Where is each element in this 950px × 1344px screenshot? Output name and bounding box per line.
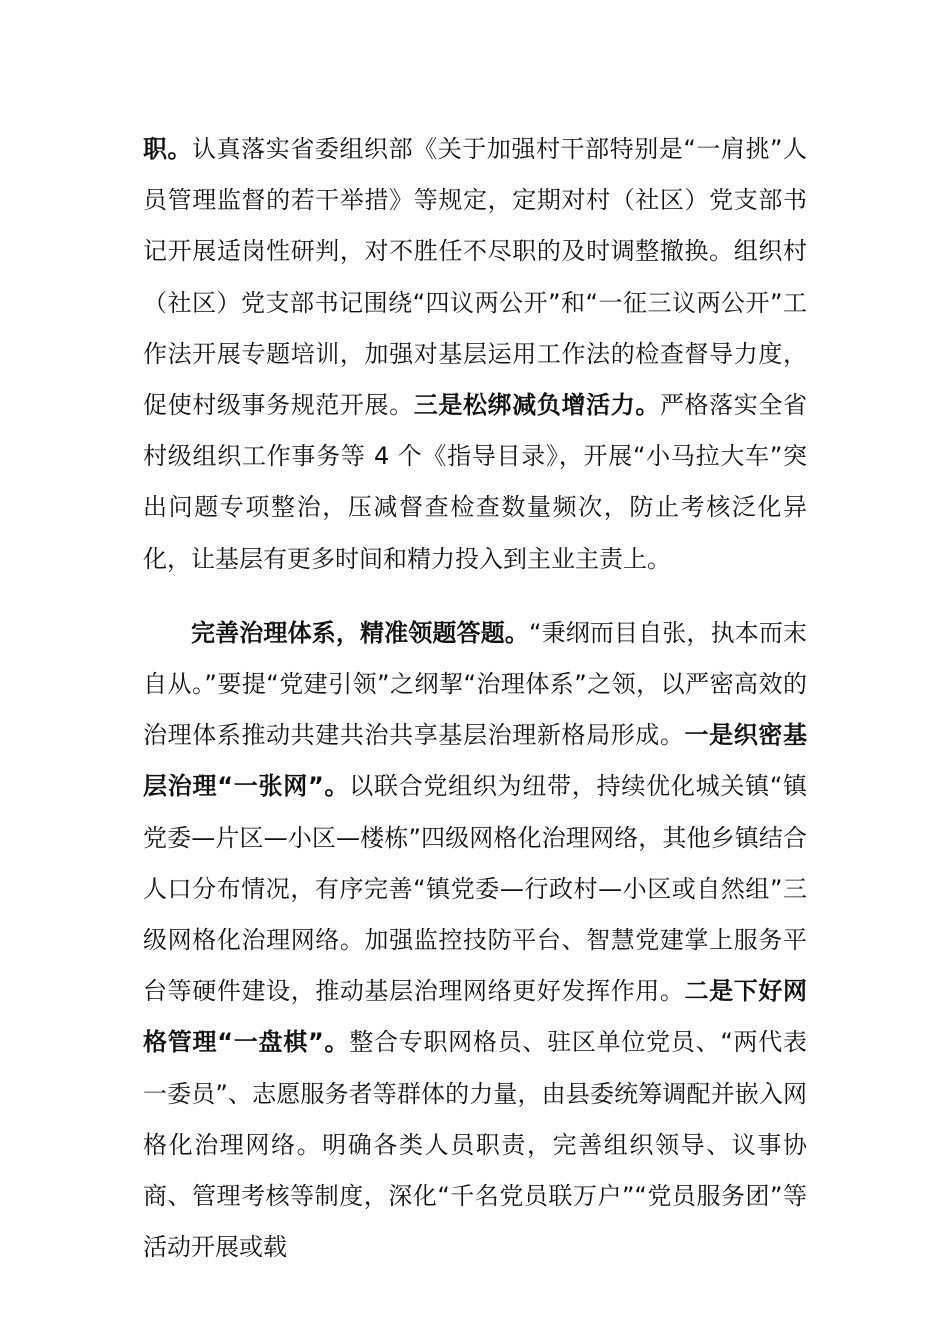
paragraph-1-heading-fragment: 职。 bbox=[143, 135, 193, 163]
paragraph-1-text-2: 严格落实全省村级组织工作事务等 4 个《指导目录》，开展“小马拉大车”突出问题专项整治，压减督查检查数量频次，防止考核泛化异化，让基层有更多时间和精力投入到主业主责上。 bbox=[143, 391, 808, 573]
paragraph-2-text-2: 以联合党组织为纽带，持续优化城关镇“镇党委—片区—小区—楼栋”四级网格化治理网络，其他乡镇结合人口分布情况，有序完善“镇党委—行政村—小区或自然组”三级网格化治理网络。加强监控技防平台、智慧党建掌上服务平台等硬件建设，推动基层治理网络更好发挥作用。 bbox=[143, 772, 807, 1006]
document-body bbox=[143, 124, 807, 1273]
paragraph-1 bbox=[143, 124, 807, 585]
paragraph-1-text-1: 认真落实省委组织部《关于加强村干部特别是“一肩挑”人员管理监督的若干举措》等规定，定期对村（社区）党支部书记开展适岗性研判，对不胜任不尽职的及时调整撤换。组织村（社区）党支部书记围绕“四议两公开”和“一征三议两公开”工作法开展专题培训，加强对基层运用工作法的检查督导力度，促使村级事务规范开展。 bbox=[143, 135, 807, 420]
paragraph-2 bbox=[143, 608, 807, 1274]
paragraph-2-text-3: 整合专职网格员、驻区单位党员、“两代表一委员”、志愿服务者等群体的力量，由县委统筹调配并嵌入网格化治理网络。明确各类人员职责，完善组织领导、议事协商、管理考核等制度，深化“千名党员联万户”“党员服务团”等活动开展或载 bbox=[143, 1028, 807, 1262]
paragraph-1-subheading-3: 三是松绑减负增活力。 bbox=[413, 391, 660, 420]
paragraph-2-text-1: “秉纲而目自张，执本而末自从。”要提“党建引领”之纲挈“治理体系”之领，以严密高效的治理体系推动共建共治共享基层治理新格局形成。 bbox=[143, 618, 808, 750]
paragraph-2-subheading-1: 一是织密基层治理“一张网”。 bbox=[143, 721, 808, 801]
paragraph-2-subheading-2: 二是下好网格管理“一盘棋”。 bbox=[143, 977, 808, 1057]
section-heading: 完善治理体系，精准领题答题。 bbox=[191, 618, 529, 647]
